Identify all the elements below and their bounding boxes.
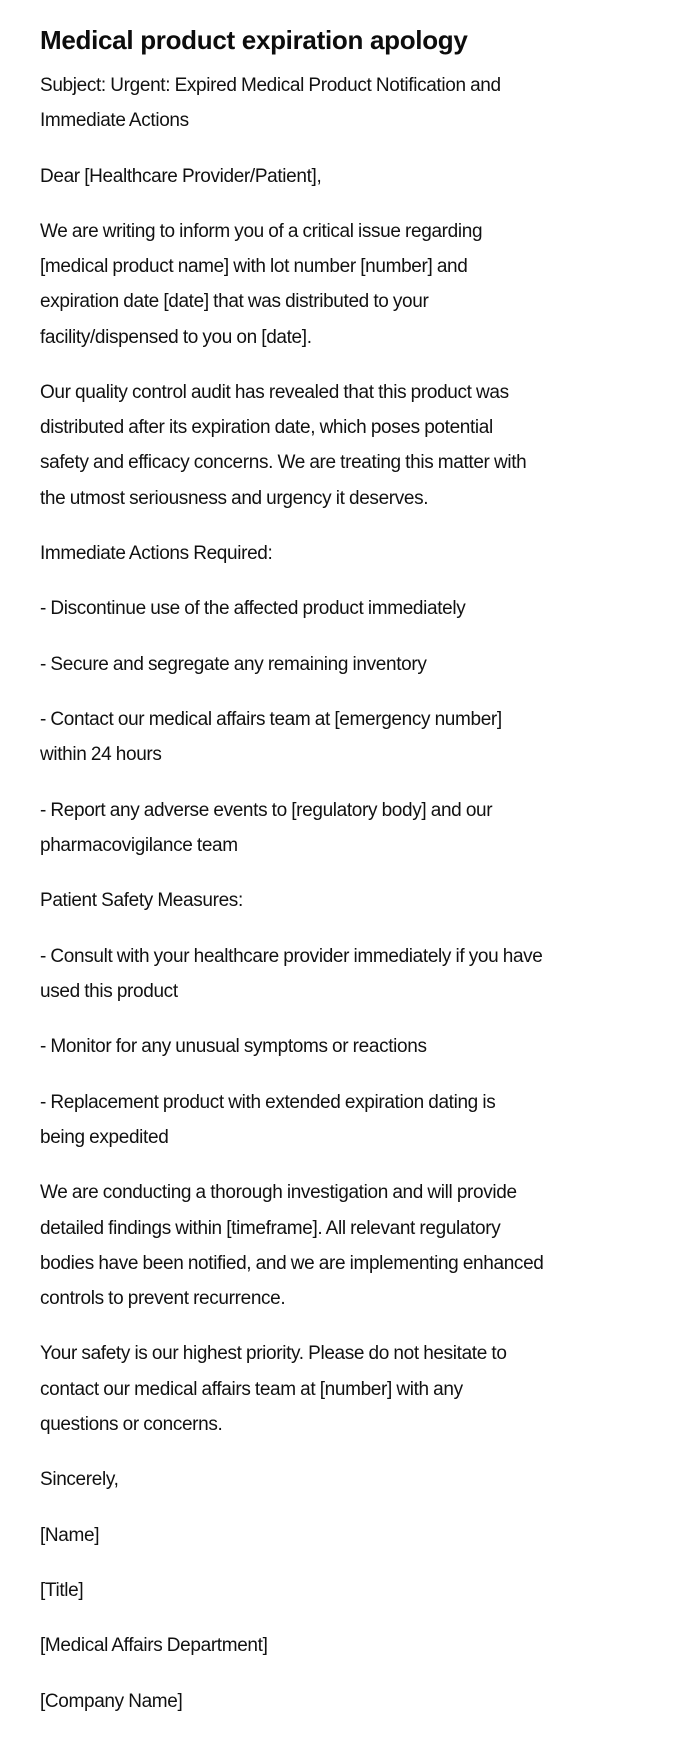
- safety-item: [40, 1085, 652, 1155]
- text-line: detailed findings within [timeframe]. All relevant regulatory: [40, 1217, 501, 1239]
- text-line: Patient Safety Measures:: [40, 890, 243, 912]
- text-line: - Report any adverse events to [regulatory body] and our: [40, 799, 493, 821]
- action-item: [40, 647, 652, 682]
- text-line: [Title]: [40, 1579, 84, 1601]
- text-line: Our quality control audit has revealed that this product was: [40, 381, 509, 403]
- text-line: questions or concerns.: [40, 1413, 223, 1435]
- investigation-paragraph: [40, 1175, 652, 1316]
- text-line: [Name]: [40, 1524, 100, 1546]
- text-line: Immediate Actions: [40, 110, 189, 132]
- text-line: pharmacovigilance team: [40, 834, 238, 856]
- salutation: [40, 159, 652, 194]
- text-line: contact our medical affairs team at [number] with any: [40, 1378, 463, 1400]
- text-line: safety and efficacy concerns. We are treating this matter with: [40, 452, 527, 474]
- text-line: [medical product name] with lot number [number] and: [40, 256, 468, 278]
- safety-heading: [40, 883, 652, 918]
- text-line: expiration date [date] that was distributed to your: [40, 291, 429, 313]
- text-line: We are writing to inform you of a critical issue regarding: [40, 220, 483, 242]
- text-line: the utmost seriousness and urgency it deserves.: [40, 487, 429, 509]
- text-line: bodies have been notified, and we are implementing enhanced: [40, 1252, 544, 1274]
- action-item: [40, 591, 652, 626]
- text-line: distributed after its expiration date, which poses potential: [40, 417, 493, 439]
- safety-item: [40, 939, 652, 1009]
- text-line: - Discontinue use of the affected product immediately: [40, 598, 466, 620]
- signature-name: [40, 1518, 652, 1553]
- text-line: Sincerely,: [40, 1469, 119, 1491]
- text-line: - Consult with your healthcare provider immediately if you have: [40, 945, 543, 967]
- safety-item: [40, 1029, 652, 1064]
- text-line: - Secure and segregate any remaining inventory: [40, 653, 427, 675]
- document-title: Medical product expiration apology: [40, 25, 468, 55]
- text-line: used this product: [40, 980, 178, 1002]
- text-line: Immediate Actions Required:: [40, 542, 273, 564]
- text-line: Dear [Healthcare Provider/Patient],: [40, 165, 322, 187]
- action-item: [40, 793, 652, 863]
- sign-off: [40, 1462, 652, 1497]
- text-line: being expedited: [40, 1126, 169, 1148]
- audit-paragraph: [40, 375, 652, 516]
- text-line: - Monitor for any unusual symptoms or reactions: [40, 1036, 427, 1058]
- signature-title: [40, 1573, 652, 1608]
- letter-document: [40, 22, 652, 1739]
- text-line: [Medical Affairs Department]: [40, 1635, 268, 1657]
- text-line: Your safety is our highest priority. Please do not hesitate to: [40, 1343, 507, 1365]
- text-line: Subject: Urgent: Expired Medical Product Notification and: [40, 75, 501, 96]
- closing-paragraph: [40, 1336, 652, 1442]
- text-line: - Replacement product with extended expiration dating is: [40, 1091, 496, 1113]
- text-line: within 24 hours: [40, 744, 162, 766]
- actions-heading: [40, 536, 652, 571]
- text-line: [Company Name]: [40, 1690, 183, 1712]
- text-line: We are conducting a thorough investigation and will provide: [40, 1182, 517, 1204]
- text-line: - Contact our medical affairs team at [emergency number]: [40, 709, 502, 731]
- text-line: controls to prevent recurrence.: [40, 1287, 286, 1309]
- intro-paragraph: [40, 214, 652, 355]
- text-line: facility/dispensed to you on [date].: [40, 326, 312, 348]
- subject-line: [40, 68, 652, 138]
- action-item: [40, 702, 652, 772]
- signature-company: [40, 1684, 652, 1719]
- signature-department: [40, 1628, 652, 1663]
